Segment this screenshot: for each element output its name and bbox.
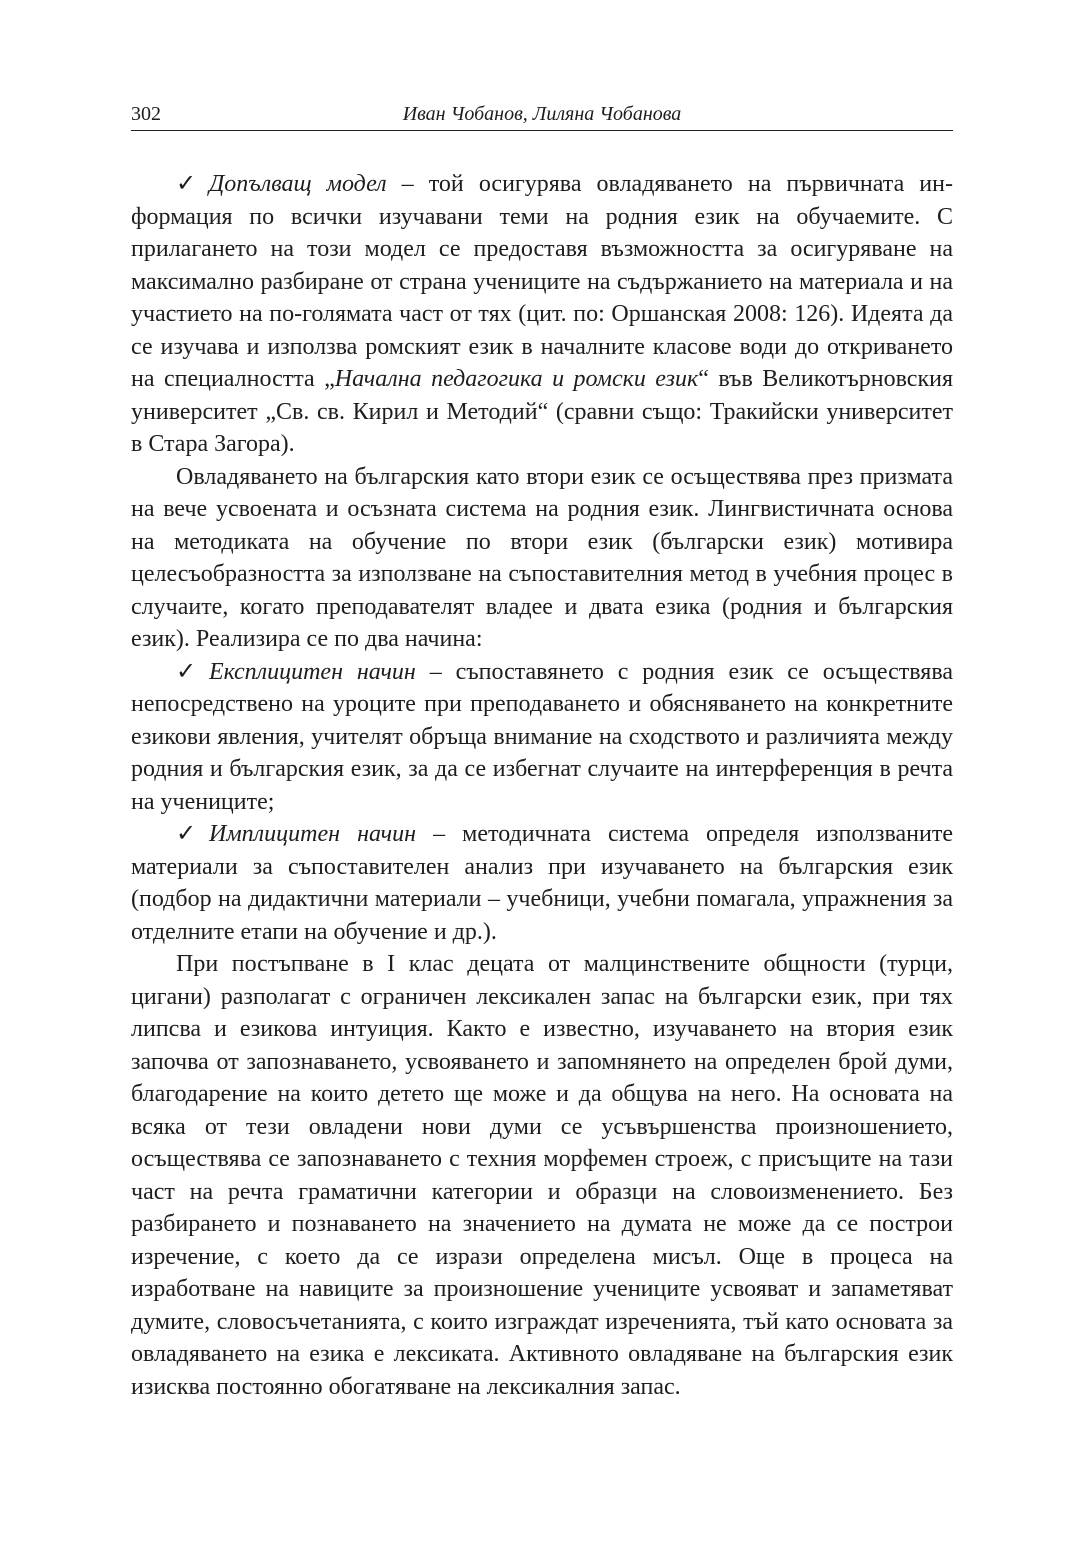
- paragraph-implicit-way: [131, 818, 953, 948]
- paragraph-text: “ във Великотърновския университет „Св. св. Кирил и Методий“ (сравни също: Тракийски университет в Стара Загора).: [131, 366, 953, 457]
- paragraph-text: – той осигурява овладяването на първичната информация по всички изучавани теми на родния език на обучаемите. С прилагането на този модел се предоставя възможността за осигуряване на максимално разбиране от страна учениците на съдържанието на материала и на участието на по-голямата част от тях (цит. по: Оршанская 2008: 126). Идеята да се изучава и използва ромският език в началните класове води до откриването на специалността „: [131, 171, 953, 392]
- book-page: [131, 100, 953, 1403]
- body-text: [131, 168, 953, 1403]
- paragraph-text: – съпоставянето с родния език се осъществява непосредствено на уроците при преподаването и обясняването на конкретните езикови явления, учителят обръща внимание на сходството и различията между родния и българския език, за да се избегнат случаите на интерференция в речта на учениците;: [131, 658, 953, 815]
- running-header: [131, 100, 953, 131]
- term-explicit-way: Експлицитен начин: [209, 658, 416, 685]
- term-complementary-model: Допълващ модел: [209, 171, 387, 197]
- paragraph-complementary-model: [131, 168, 953, 461]
- checkmark-icon: ✓: [176, 171, 197, 197]
- checkmark-icon: ✓: [176, 658, 197, 685]
- checkmark-icon: ✓: [176, 821, 197, 847]
- page-number: 302: [131, 103, 161, 125]
- paragraph-bulgarian-second-language: Овладяването на българския като втори език се осъществява през призмата на вече усвоената и осъзната система на родния език. Лингвистичната основа на методиката на обучение по втори език (български език) мотивира целесъобразността за използване на съпоставителния метод в учебния процес в случаите, когато преподавателят владее и двата езика (родния и българския език). Реализира се по два начина:: [131, 463, 953, 652]
- specialty-name: Начална педагогика и ромски език: [334, 366, 699, 392]
- term-implicit-way: Имплицитен начин: [209, 821, 417, 847]
- paragraph-explicit-way: [131, 656, 953, 819]
- paragraph-text: – методичната система определя използваните материали за съпоставителен анализ при изучаването на българския език (подбор на дидактични материали – учебници, учебни помагала, упражнения за отделните етапи на обучение и др.).: [131, 821, 953, 945]
- running-title: Иван Чобанов, Лиляна Чобанова: [402, 103, 682, 125]
- paragraph-first-grade: При постъпване в I клас децата от малцинствените общности (турци, цигани) разполагат с ограничен лексикален запас на български език, при тях липсва и езикова интуиция. Както е известно, изучаването на втория език започва от запознаването, усвояването и запомнянето на определен брой думи, благодарение на които детето ще може и да общува на него. На основата на всяка от тези овладени нови думи се усъвършенства произношението, осъществява се запознаването с техния морфемен строеж, с присъщите на тази част на речта граматични категории и образци на словоизменението. Без разбирането и познаването на значението на думата не може да се построи изречение, с което да се изрази определена мисъл. Още в процеса на изработване на навиците за произношение учениците усвояват и запаметяват думите, словосъчетанията, с които изграждат изреченията, тъй като основата за овладяването на езика е лексиката. Активното овладяване на българския език изисква постоянно обогатяване на лексикалния запас.: [131, 951, 953, 1400]
